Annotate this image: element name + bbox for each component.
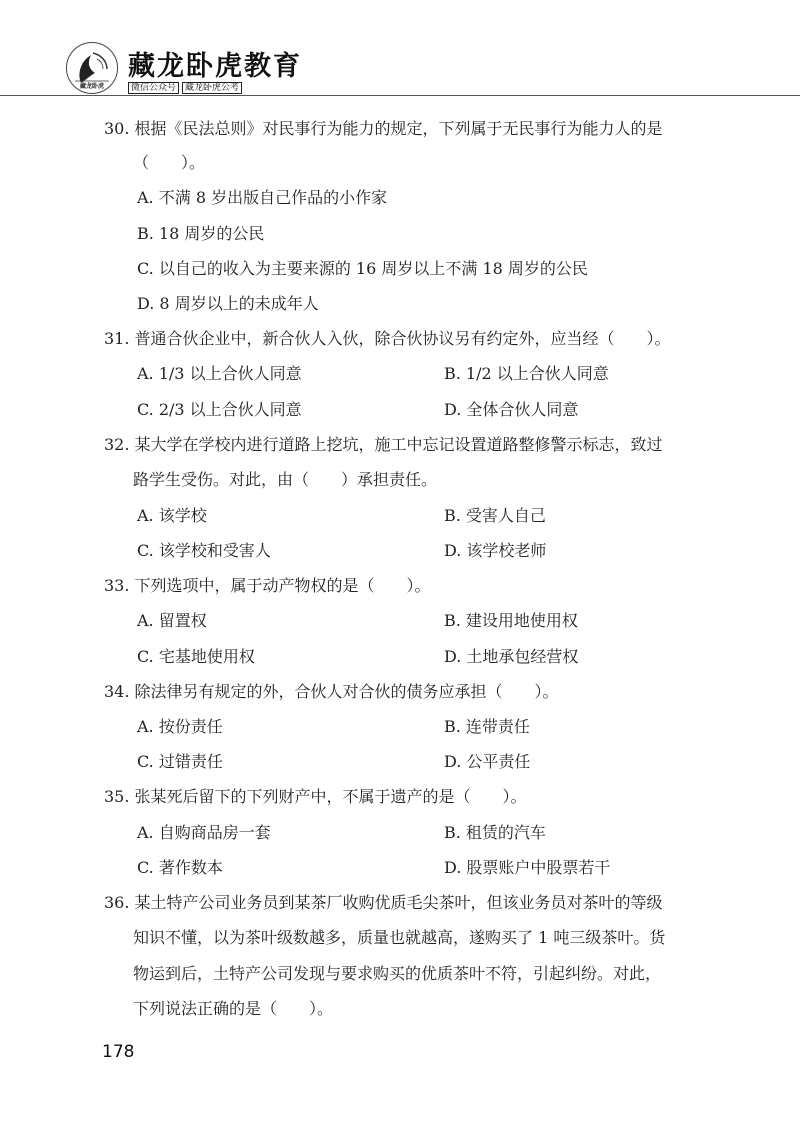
option-b: B. 连带责任 <box>444 717 530 736</box>
question-text: 34. 除法律另有规定的外，合伙人对合伙的债务应承担（ ）。 <box>104 682 559 701</box>
option-d: D. 公平责任 <box>444 752 531 771</box>
option-c: C. 以自己的收入为主要来源的 16 周岁以上不满 18 周岁的公民 <box>137 259 588 278</box>
option-a: A. 该学校 <box>137 506 207 525</box>
logo <box>66 42 118 94</box>
option-c: C. 2/3 以上合伙人同意 <box>137 400 302 419</box>
option-c: C. 过错责任 <box>137 752 223 771</box>
tagline-account: 藏龙卧虎公考 <box>182 82 242 94</box>
logo-text: 藏龙卧虎 <box>79 83 104 90</box>
page-header <box>0 0 800 98</box>
option-b: B. 18 周岁的公民 <box>137 224 265 243</box>
question-text: 物运到后，土特产公司发现与要求购买的优质茶叶不符，引起纠纷。对此， <box>133 964 662 983</box>
question-text: （ ）。 <box>133 153 206 172</box>
option-c: C. 著作数本 <box>137 858 223 877</box>
option-b: B. 受害人自己 <box>444 506 546 525</box>
question-text: 知识不懂，以为茶叶级数越多，质量也就越高，遂购买了 1 吨三级茶叶。货 <box>133 928 666 947</box>
option-a: A. 不满 8 岁出版自己作品的小作家 <box>137 188 388 207</box>
option-d: D. 股票账户中股票若干 <box>444 858 611 877</box>
question-text: 31. 普通合伙企业中，新合伙人入伙，除合伙协议另有约定外，应当经（ ）。 <box>104 329 671 348</box>
option-b: B. 建设用地使用权 <box>444 611 578 630</box>
option-b: B. 租赁的汽车 <box>444 823 546 842</box>
question-text: 36. 某土特产公司业务员到某茶厂收购优质毛尖茶叶，但该业务员对茶叶的等级 <box>104 893 663 912</box>
question-text: 30. 根据《民法总则》对民事行为能力的规定，下列属于无民事行为能力人的是 <box>104 119 663 138</box>
brand-title: 藏龙卧虎教育 <box>128 51 302 82</box>
option-d: D. 全体合伙人同意 <box>444 400 579 419</box>
question-text: 路学生受伤。对此，由（ ）承担责任。 <box>133 470 438 489</box>
page-number: 178 <box>102 1042 135 1062</box>
option-a: A. 1/3 以上合伙人同意 <box>137 364 302 383</box>
option-d: D. 8 周岁以上的未成年人 <box>137 294 319 313</box>
option-a: A. 留置权 <box>137 611 207 630</box>
option-c: C. 该学校和受害人 <box>137 541 271 560</box>
header-divider <box>0 95 800 96</box>
option-b: B. 1/2 以上合伙人同意 <box>444 364 609 383</box>
option-a: A. 按份责任 <box>137 717 223 736</box>
tagline-wechat: 微信公众号 <box>128 82 179 94</box>
question-text: 35. 张某死后留下的下列财产中，不属于遗产的是（ ）。 <box>104 787 527 806</box>
question-text: 32. 某大学在学校内进行道路上挖坑，施工中忘记设置道路整修警示标志，致过 <box>104 435 663 454</box>
option-d: D. 土地承包经营权 <box>444 647 579 666</box>
option-a: A. 自购商品房一套 <box>137 823 271 842</box>
brand-tagline <box>128 80 245 93</box>
option-c: C. 宅基地使用权 <box>137 647 255 666</box>
question-text: 33. 下列选项中，属于动产物权的是（ ）。 <box>104 576 431 595</box>
question-text: 下列说法正确的是（ ）。 <box>133 999 334 1018</box>
option-d: D. 该学校老师 <box>444 541 547 560</box>
